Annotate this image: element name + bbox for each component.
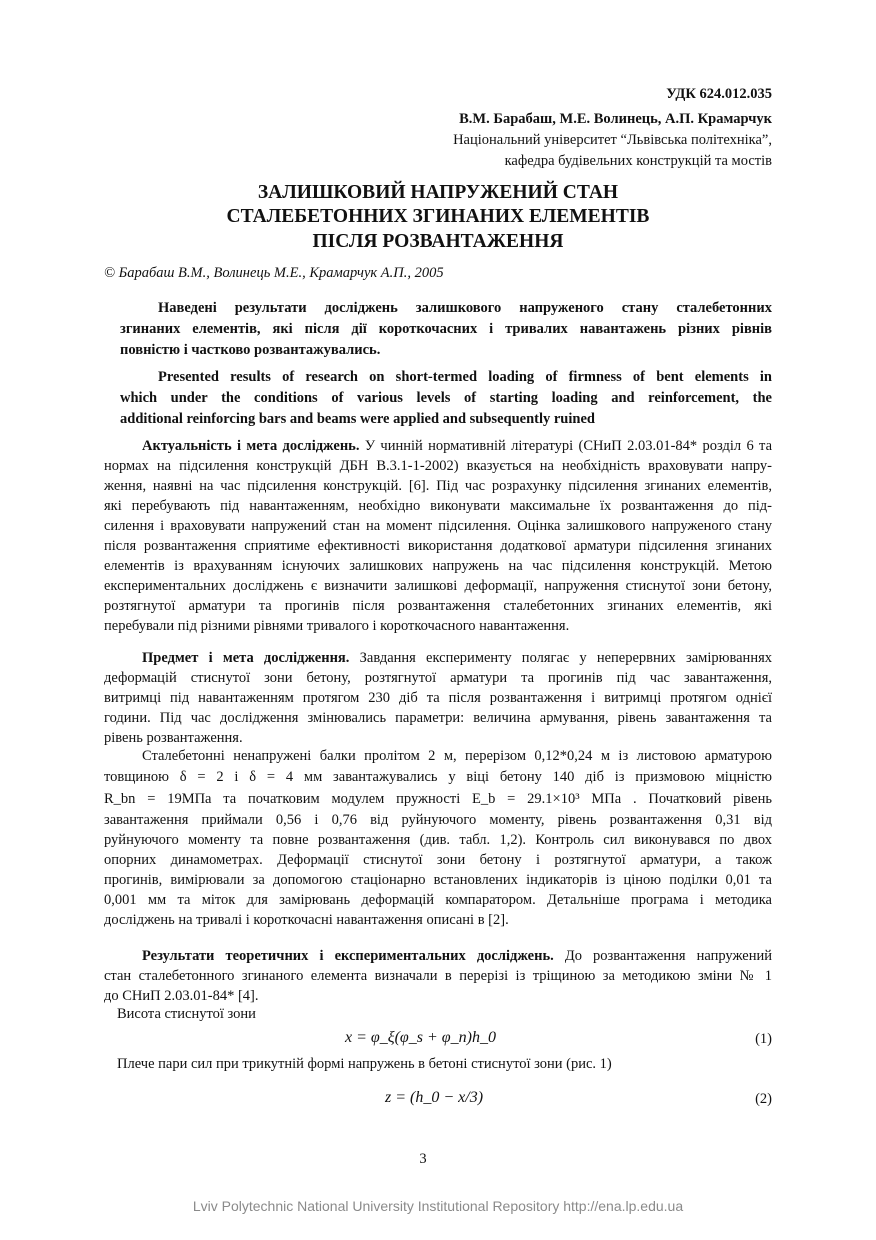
paragraph-subject	[104, 648, 772, 748]
text-line: які перебувають під навантаженням, необхідно виконувати максимальне їх розвантаження до під-	[104, 498, 772, 514]
text-line: стан сталебетонного згинаного елемента визначали в перерізі із тріщиною за методикою зміни № 1	[104, 968, 772, 984]
abstract-en-line: additional reinforcing bars and beams were applied and subsequently ruined	[120, 411, 595, 427]
equation-1: x = φ_ξ(φ_s + φ_n)h_0	[345, 1029, 496, 1046]
text-line: перебували під різними рівнями тривалого і короткочасного навантаження.	[104, 618, 570, 634]
text-line: прогинів, вимірювали за допомогою стаціонарно встановлених індикаторів із ціною поділки 0,01 та	[104, 872, 772, 888]
paragraph-results	[104, 946, 772, 1006]
text-line: завантаження приймали 0,56 і 0,76 від руйнуючого моменту, рівень розвантаження 0,31 від	[104, 812, 772, 828]
text-line: досліджень на тривалі і короткочасні навантаження описані в [2].	[104, 912, 509, 928]
text-line: руйнуючого моменту та повне розвантаження (див. табл. 1,2). Контроль сил виконувався по двох	[104, 832, 772, 848]
equation-2-number: (2)	[755, 1091, 772, 1107]
udk-code: УДК 624.012.035	[666, 86, 772, 102]
copyright: © Барабаш В.М., Волинець М.Е., Крамарчук А.П., 2005	[104, 265, 444, 281]
text-line: години. Під час дослідження змінювались параметри: величина армування, рівень завантаження та	[104, 710, 772, 726]
abstract-en-line: which under the conditions of various levels of starting loading and reinforcement, the	[120, 390, 772, 406]
text-line: розтягнутої арматури та прогинів після розвантаження сталебетонних згинаних елементів, які	[104, 598, 772, 614]
text-line: витримці під навантаженням протягом 230 діб та після розвантаження і витримці протягом однієї	[104, 690, 772, 706]
text-line: нормах на підсилення конструкцій ДБН В.3.1-1-2002) вказується на необхідність враховувати напру-	[104, 458, 772, 474]
abstract-en-line: Presented results of research on short-termed loading of firmness of bent elements in	[158, 369, 772, 385]
title-line-3: ПІСЛЯ РОЗВАНТАЖЕННЯ	[312, 231, 564, 252]
text-line: елементів із врахуванням існуючих залишкових напружень на час підсилення конструкцій. Метою	[104, 558, 772, 574]
text-line: R_bn = 19МПа та початковим модулем пружності E_b = 29.1×10³ МПа . Початковий рівень	[104, 791, 772, 807]
abstract-ua-line: Наведені результати досліджень залишкового напруженого стану сталебетонних	[158, 300, 772, 316]
text-line: експериментальних досліджень є визначити залишкові деформації, напруження стиснутої зони бетону,	[104, 578, 772, 594]
section-heading: Предмет і мета дослідження.	[142, 650, 350, 666]
repository-footer: Lviv Polytechnic National University Institutional Repository http://ena.lp.edu.ua	[192, 1198, 684, 1214]
paragraph-specimens	[104, 746, 772, 930]
text-line: Сталебетонні ненапружені балки пролітом 2 м, перерізом 0,12*0,24 м із листовою арматурою	[142, 748, 772, 764]
section-heading: Результати теоретичних і експериментальних досліджень.	[142, 948, 554, 964]
equation-2: z = (h_0 − x/3)	[385, 1089, 484, 1106]
affiliation-university: Національний університет “Львівська політехніка”,	[453, 132, 772, 148]
title-line-1: ЗАЛИШКОВИЙ НАПРУЖЕНИЙ СТАН	[257, 182, 619, 203]
paragraph-relevance	[104, 436, 772, 636]
abstract-ua-line: згинаних елементів, які після дії короткочасних і тривалих навантажень різних рівнів	[120, 321, 772, 337]
text-line: рівень розвантаження.	[104, 730, 243, 746]
affiliation-department: кафедра будівельних конструкцій та мостів	[504, 153, 772, 169]
authors: В.М. Барабаш, М.Е. Волинець, А.П. Крамарчук	[459, 111, 772, 127]
text: Завдання експерименту полягає у неперервних замірюваннях	[349, 650, 772, 666]
text-line: деформацій стиснутої зони бетону, розтягнутої арматури та прогинів під час завантаження,	[104, 670, 772, 686]
text-line: силення і враховувати напружений стан на момент підсилення. Оцінка залишкового напруженого стану	[104, 518, 772, 534]
abstract-ua-line: повністю і частково розвантажувались.	[120, 342, 381, 358]
section-heading: Актуальність і мета досліджень.	[142, 438, 360, 454]
text-line: до СНиП 2.03.01-84* [4].	[104, 988, 259, 1004]
equation-1-number: (1)	[755, 1031, 772, 1047]
page-number: 3	[419, 1151, 427, 1167]
text: У чинній нормативній літературі (СНиП 2.03.01-84* розділ 6 та	[359, 438, 773, 454]
text-line: ження, наявні на час підсилення конструкцій. [6]. Під час розрахунку підсилення згинаних елементів,	[104, 478, 772, 494]
text: До розвантаження напружений	[553, 948, 772, 964]
text-line: після розвантаження сприятиме ефективності використання додаткової арматури підсилення згинаних	[104, 538, 772, 554]
text-line: опорних динамометрах. Деформації стиснутої зони бетону і розтягнутої арматури, а також	[104, 852, 772, 868]
abstract-english	[120, 367, 772, 430]
title-line-2: СТАЛЕБЕТОННИХ ЗГИНАНИХ ЕЛЕМЕНТІВ	[226, 206, 650, 227]
abstract-ukrainian	[120, 298, 772, 361]
lever-arm-label: Плече пари сил при трикутній формі напружень в бетоні стиснутої зони (рис. 1)	[117, 1056, 612, 1072]
zone-height-label: Висота стиснутої зони	[117, 1006, 256, 1022]
text-line: 0,001 мм та міток для замірювань деформацій компаратором. Детальніше програма і методика	[104, 892, 772, 908]
text-line: товщиною δ = 2 і δ = 4 мм завантажувались у віці бетону 140 діб із призмовою міцністю	[104, 769, 772, 785]
